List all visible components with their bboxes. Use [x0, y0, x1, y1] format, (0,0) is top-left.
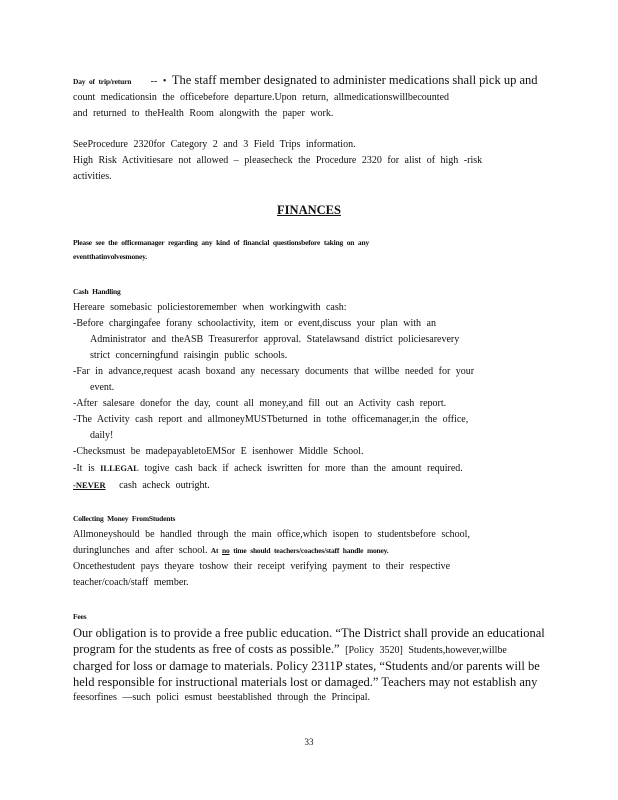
cash-never-rest: cash acheck outright.: [113, 480, 210, 491]
cash-item-line: -The Activity cash report and allmoneyMUSTbeturned in tothe officemanager,in the office,: [73, 414, 469, 425]
procedure-section: [73, 137, 533, 185]
cash-illegal-word: ILLEGAL: [100, 463, 139, 473]
trip-line-1: [73, 72, 538, 90]
collecting-line-4: teacher/coach/staff member.: [73, 577, 189, 588]
cash-never-word: -NEVER: [73, 480, 106, 490]
collecting-heading: Collecting Money FromStudents: [73, 514, 176, 523]
page-number: 33: [304, 737, 314, 747]
collecting-line-2-post: time should teachers/coaches/staff handle money.: [229, 546, 389, 555]
cash-item-line: -After salesare donefor the day, count all money,and fill out an Activity cash report.: [73, 398, 447, 409]
procedure-line-1: SeeProcedure 2320for Category 2 and 3 Field Trips information.: [73, 139, 356, 150]
collecting-line-3: Oncethestudent pays theyare toshow their receipt verifying payment to their respective: [73, 561, 451, 572]
trip-separator: -- •: [150, 76, 167, 87]
cash-handling-section: [73, 284, 533, 494]
trip-section: [73, 72, 538, 122]
fees-line-2a: program for the students as free of costs as possible.”: [73, 641, 340, 656]
cash-item-line: daily!: [90, 430, 114, 441]
finances-title: FINANCES: [277, 203, 341, 217]
trip-line-1-text: The staff member designated to administer medications shall pick up and: [171, 73, 538, 87]
cash-illegal-prefix: -It is: [73, 463, 101, 474]
finances-intro-line-2: eventthatinvolvesmoney.: [73, 252, 147, 261]
trip-label: Day of trip/return: [73, 77, 132, 86]
cash-item: [73, 364, 533, 396]
cash-never-line: [73, 477, 533, 494]
procedure-line-2: High Risk Activitiesare not allowed – pleasecheck the Procedure 2320 for alist of high -risk: [73, 155, 483, 166]
cash-item-line: -Checksmust be madepayabletoEMSor E isenhower Middle School.: [73, 446, 364, 457]
fees-line-2b: [Policy 3520] Students,however,willbe: [339, 644, 507, 656]
cash-item-line: event.: [90, 382, 115, 393]
cash-illegal-rest: togive cash back if acheck iswritten for more than the amount required.: [138, 463, 463, 474]
procedure-line-3: activities.: [73, 171, 112, 182]
collecting-line-2-pre: At: [207, 546, 222, 555]
collecting-line-2-no: no: [221, 546, 230, 555]
collecting-line-1: Allmoneyshould be handled through the main office,which isopen to studentsbefore school,: [73, 529, 470, 540]
cash-heading: Cash Handling: [73, 287, 121, 296]
collecting-section: [73, 511, 533, 591]
fees-line-2: [73, 641, 533, 659]
fees-heading: Fees: [73, 612, 87, 621]
fees-line-3: charged for loss or damage to materials. Policy 2311P states, “Students and/or parents will be: [73, 659, 540, 673]
fees-line-1: Our obligation is to provide a free public education. “The District shall provide an educational: [73, 625, 545, 640]
cash-item: [73, 396, 533, 412]
finances-intro: [73, 236, 533, 264]
cash-item-line: -Before chargingafee forany schoolactivity, item or event,discuss your plan with an: [73, 318, 436, 329]
fees-line-5: feesorfines —such polici esmust beestablished through the Principal.: [73, 692, 371, 703]
finances-intro-line-1: Please see the officemanager regarding any kind of financial questionsbefore taking on any: [73, 238, 370, 247]
fees-line-4: held responsible for instructional materials lost or damaged.” Teachers may not establish any: [73, 675, 538, 689]
trip-line-3: and returned to theHealth Room alongwith the paper work.: [73, 108, 334, 119]
cash-item: [73, 316, 533, 364]
cash-lead: Hereare somebasic policiestoremember when workingwith cash:: [73, 302, 347, 313]
cash-illegal-line: [73, 460, 533, 477]
trip-line-2: count medicationsin the officebefore departure.Upon return, allmedicationswillbecounted: [73, 92, 450, 103]
cash-item-line: strict concerningfund raisingin public schools.: [90, 350, 288, 361]
collecting-line-2-main: duringlunches and after school.: [73, 545, 208, 556]
collecting-line-2: [73, 543, 533, 559]
fees-section: [73, 609, 545, 706]
cash-item: [73, 412, 533, 444]
cash-item: [73, 444, 533, 460]
cash-item-line: Administrator and theASB Treasurerfor approval. Statelawsand district policiesarevery: [90, 334, 460, 345]
cash-item-line: -Far in advance,request acash boxand any necessary documents that willbe needed for your: [73, 366, 475, 377]
